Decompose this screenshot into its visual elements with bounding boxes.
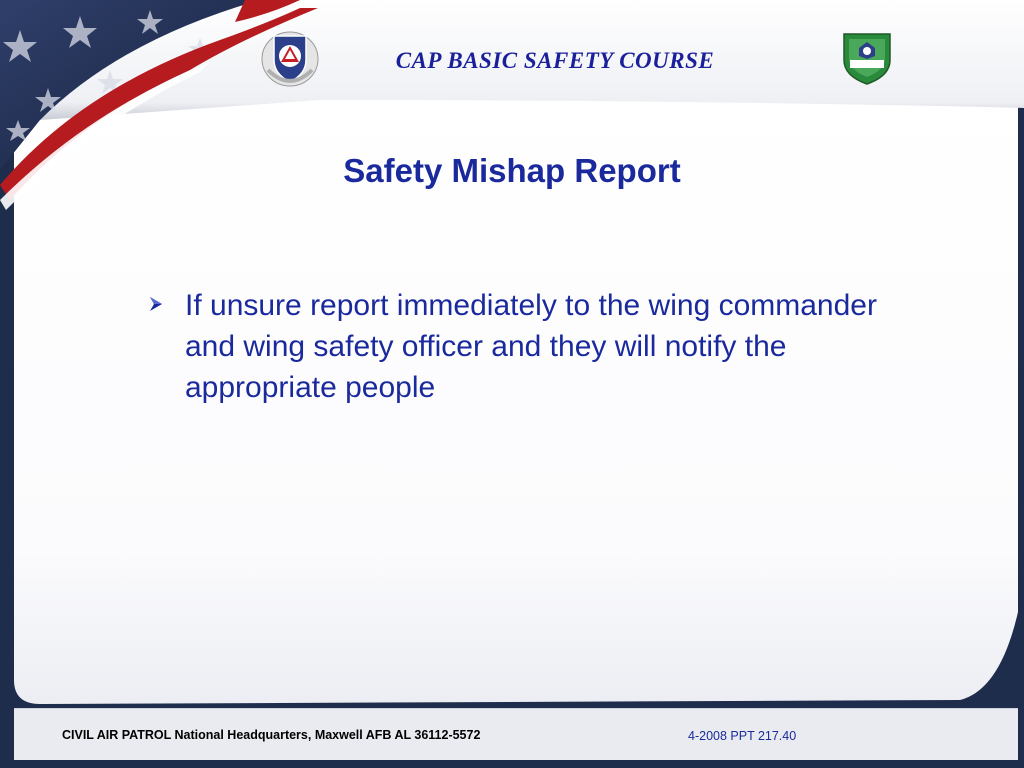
- arrowhead-bullet-icon: [148, 295, 164, 313]
- civil-air-patrol-seal-icon: [260, 30, 320, 88]
- course-title: CAP BASIC SAFETY COURSE: [395, 48, 715, 73]
- slide-title: Safety Mishap Report: [343, 152, 681, 189]
- footer-organization: CIVIL AIR PATROL National Headquarters, Maxwell AFB AL 36112-5572: [62, 728, 481, 742]
- safety-shield-icon: [840, 30, 894, 86]
- bullet-text: If unsure report immediately to the wing commander and wing safety officer and they will notify the appropriate people: [185, 289, 877, 404]
- footer-slide-code: 4-2008 PPT 217.40: [688, 729, 797, 743]
